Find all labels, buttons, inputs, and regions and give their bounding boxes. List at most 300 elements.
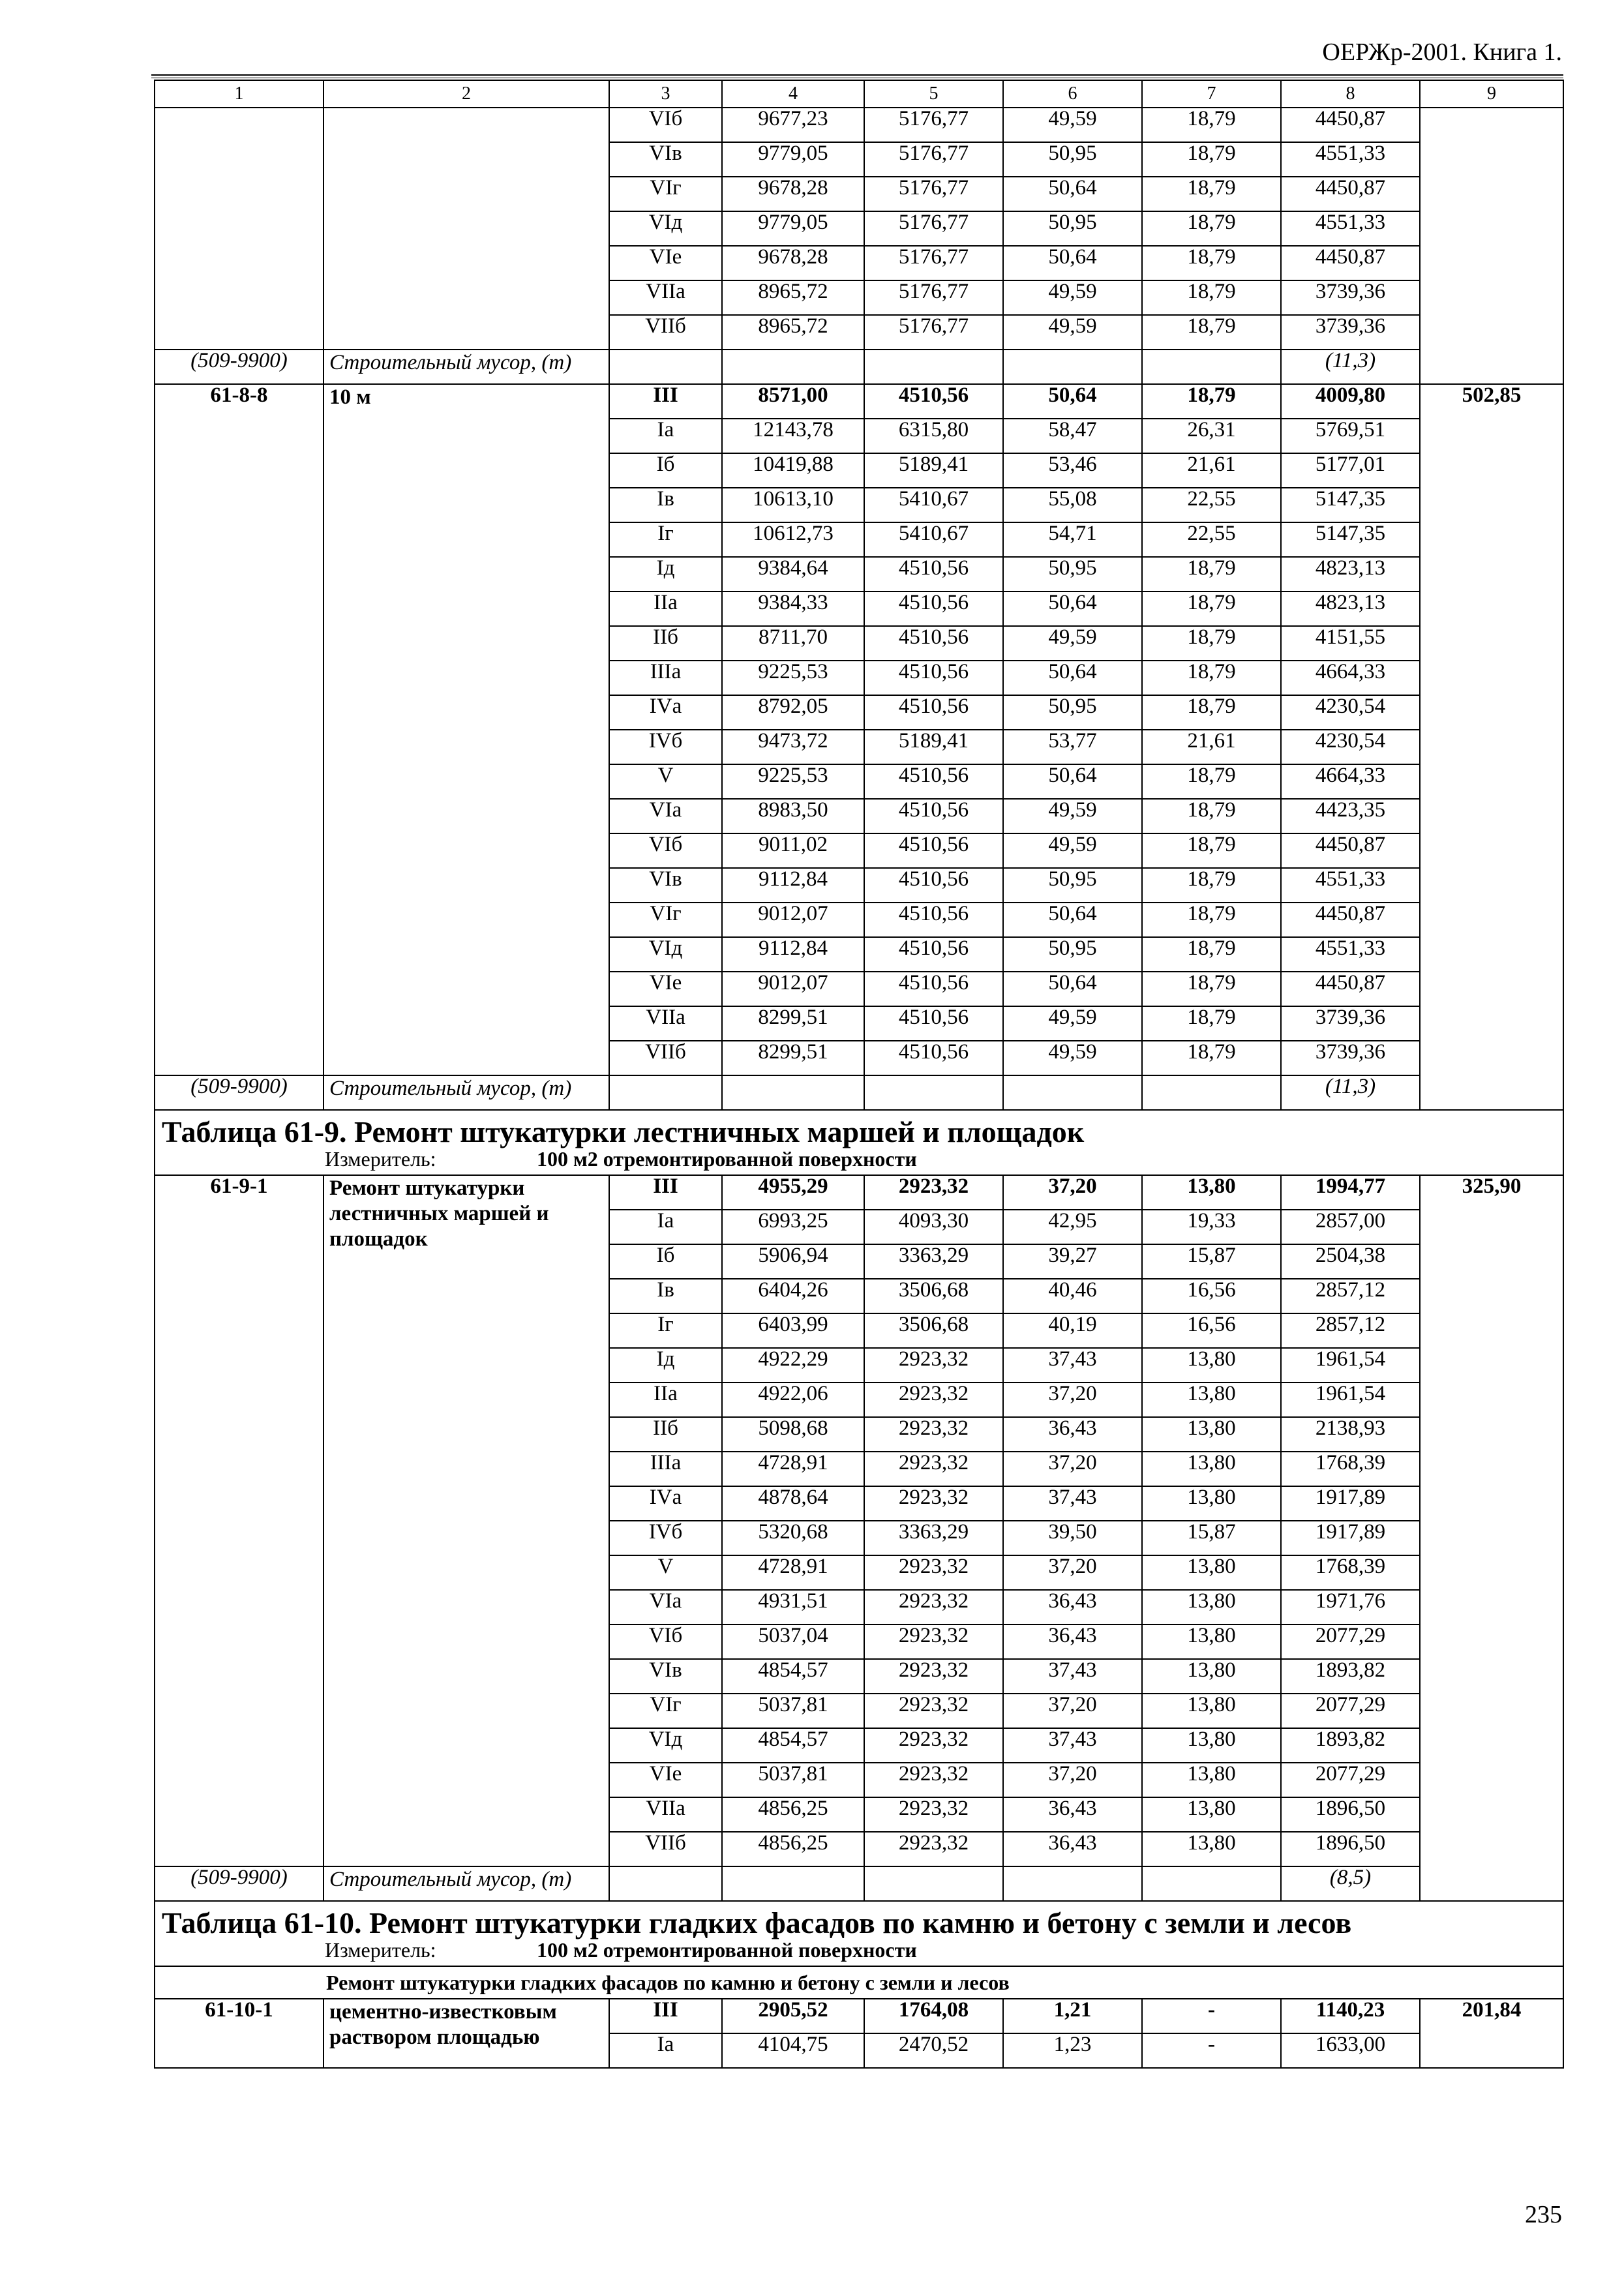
materials-cell: 4450,87 (1281, 972, 1420, 1006)
machines-cell: 1,21 (1003, 1999, 1142, 2033)
materials-cell: 1896,50 (1281, 1832, 1420, 1866)
machines-cell: 37,20 (1003, 1763, 1142, 1797)
zone-cell: IIIа (609, 661, 722, 695)
rate-code: 61-8-8 (155, 384, 323, 1075)
total-cost-cell: 5906,94 (722, 1244, 864, 1279)
zone-cell: V (609, 1555, 722, 1590)
materials-cell: 4551,33 (1281, 211, 1420, 246)
operator-wages-cell: 18,79 (1142, 868, 1281, 903)
wages-cell: 5176,77 (864, 177, 1003, 211)
total-cost-cell: 4856,25 (722, 1832, 864, 1866)
zone-cell: VIа (609, 1590, 722, 1624)
operator-wages-cell: 18,79 (1142, 384, 1281, 419)
zone-cell: V (609, 764, 722, 799)
zone-cell: VIб (609, 1624, 722, 1659)
operator-wages-cell: 15,87 (1142, 1521, 1281, 1555)
operator-wages-cell: 13,80 (1142, 1832, 1281, 1866)
zone-cell: Iв (609, 488, 722, 522)
materials-cell: 3739,36 (1281, 1041, 1420, 1075)
materials-cell: 2077,29 (1281, 1763, 1420, 1797)
zone-cell: VIд (609, 937, 722, 972)
operator-wages-cell: 13,80 (1142, 1797, 1281, 1832)
table-title: Таблица 61-10. Ремонт штукатурки гладких фасадов по камню и бетону с земли и лесов (162, 1906, 1352, 1939)
zone-cell: Iа (609, 419, 722, 453)
zone-cell: IIа (609, 591, 722, 626)
empty-cell (1142, 350, 1281, 384)
total-cost-cell: 6404,26 (722, 1279, 864, 1313)
operator-wages-cell: 22,55 (1142, 488, 1281, 522)
wages-cell: 4510,56 (864, 833, 1003, 868)
wages-cell: 4510,56 (864, 1006, 1003, 1041)
wages-cell: 4510,56 (864, 868, 1003, 903)
zone-cell: Iа (609, 2033, 722, 2068)
total-cost-cell: 4931,51 (722, 1590, 864, 1624)
total-cost-cell: 9012,07 (722, 972, 864, 1006)
total-cost-cell: 9678,28 (722, 246, 864, 280)
operator-wages-cell: 18,79 (1142, 903, 1281, 937)
wages-cell: 5176,77 (864, 108, 1003, 142)
operator-wages-cell: 13,80 (1142, 1659, 1281, 1694)
wages-cell: 4510,56 (864, 591, 1003, 626)
machines-cell: 53,77 (1003, 730, 1142, 764)
col9-cell: 201,84 (1420, 1999, 1563, 2068)
machines-cell: 40,46 (1003, 1279, 1142, 1313)
operator-wages-cell: - (1142, 2033, 1281, 2068)
page-number: 235 (1525, 2201, 1562, 2228)
materials-cell: 4450,87 (1281, 246, 1420, 280)
wages-cell: 3506,68 (864, 1313, 1003, 1348)
column-number: 1 (155, 80, 323, 108)
meter-line (155, 1939, 1563, 1966)
wages-cell: 2923,32 (864, 1383, 1003, 1417)
machines-cell: 50,95 (1003, 142, 1142, 177)
operator-wages-cell: 13,80 (1142, 1590, 1281, 1624)
col9-cell: 502,85 (1420, 384, 1563, 1110)
wages-cell: 2923,32 (864, 1590, 1003, 1624)
machines-cell: 49,59 (1003, 1006, 1142, 1041)
total-cost-cell: 12143,78 (722, 419, 864, 453)
wages-cell: 2923,32 (864, 1486, 1003, 1521)
machines-cell: 54,71 (1003, 522, 1142, 557)
machines-cell: 50,64 (1003, 972, 1142, 1006)
operator-wages-cell: 18,79 (1142, 833, 1281, 868)
wages-cell: 2923,32 (864, 1417, 1003, 1452)
operator-wages-cell: 21,61 (1142, 730, 1281, 764)
table-title-cell (155, 1901, 1563, 1966)
waste-code: (509-9900) (155, 1075, 323, 1110)
meter-value: 100 м2 отремонтированной поверхности (537, 1938, 917, 1962)
wages-cell: 2923,32 (864, 1555, 1003, 1590)
operator-wages-cell: 13,80 (1142, 1694, 1281, 1728)
total-cost-cell: 4854,57 (722, 1728, 864, 1763)
column-number-row (155, 80, 1563, 108)
header-rule (151, 74, 1563, 76)
total-cost-cell: 9112,84 (722, 937, 864, 972)
waste-value: (11,3) (1281, 350, 1420, 384)
machines-cell: 49,59 (1003, 799, 1142, 833)
materials-cell: 1893,82 (1281, 1728, 1420, 1763)
machines-cell: 42,95 (1003, 1210, 1142, 1244)
machines-cell: 36,43 (1003, 1832, 1142, 1866)
machines-cell: 1,23 (1003, 2033, 1142, 2068)
total-cost-cell: 9384,64 (722, 557, 864, 591)
total-cost-cell: 5037,81 (722, 1694, 864, 1728)
zone-cell: VIб (609, 833, 722, 868)
machines-cell: 50,95 (1003, 695, 1142, 730)
machines-cell: 37,20 (1003, 1452, 1142, 1486)
machines-cell: 37,20 (1003, 1694, 1142, 1728)
zone-cell: VIд (609, 211, 722, 246)
waste-description: Строительный мусор, (т) (323, 350, 609, 384)
table-row (155, 1075, 1563, 1110)
materials-cell: 1917,89 (1281, 1486, 1420, 1521)
zone-cell: VIг (609, 903, 722, 937)
total-cost-cell: 9678,28 (722, 177, 864, 211)
operator-wages-cell: 13,80 (1142, 1452, 1281, 1486)
operator-wages-cell: 15,87 (1142, 1244, 1281, 1279)
zone-cell: IIа (609, 1383, 722, 1417)
wages-cell: 4510,56 (864, 661, 1003, 695)
operator-wages-cell: 18,79 (1142, 1041, 1281, 1075)
machines-cell: 49,59 (1003, 626, 1142, 661)
wages-cell: 2923,32 (864, 1832, 1003, 1866)
materials-cell: 1768,39 (1281, 1452, 1420, 1486)
machines-cell: 40,19 (1003, 1313, 1142, 1348)
meter-value: 100 м2 отремонтированной поверхности (537, 1147, 917, 1171)
total-cost-cell: 4854,57 (722, 1659, 864, 1694)
wages-cell: 5176,77 (864, 315, 1003, 350)
empty-cell (609, 1075, 722, 1110)
wages-cell: 4093,30 (864, 1210, 1003, 1244)
machines-cell: 53,46 (1003, 453, 1142, 488)
total-cost-cell: 8299,51 (722, 1006, 864, 1041)
operator-wages-cell: 13,80 (1142, 1555, 1281, 1590)
wages-cell: 2923,32 (864, 1348, 1003, 1383)
table-row (155, 1999, 1563, 2033)
operator-wages-cell: 18,79 (1142, 246, 1281, 280)
materials-cell: 2857,00 (1281, 1210, 1420, 1244)
materials-cell: 1633,00 (1281, 2033, 1420, 2068)
zone-cell: VIIа (609, 280, 722, 315)
total-cost-cell: 9677,23 (722, 108, 864, 142)
machines-cell: 50,64 (1003, 764, 1142, 799)
wages-cell: 5176,77 (864, 246, 1003, 280)
materials-cell: 4450,87 (1281, 108, 1420, 142)
operator-wages-cell: 21,61 (1142, 453, 1281, 488)
operator-wages-cell: 18,79 (1142, 799, 1281, 833)
materials-cell: 4450,87 (1281, 177, 1420, 211)
total-cost-cell: 2905,52 (722, 1999, 864, 2033)
wages-cell: 4510,56 (864, 764, 1003, 799)
machines-cell: 50,64 (1003, 177, 1142, 211)
materials-cell: 2857,12 (1281, 1313, 1420, 1348)
materials-cell: 1994,77 (1281, 1175, 1420, 1210)
machines-cell: 37,43 (1003, 1728, 1142, 1763)
column-number: 9 (1420, 80, 1563, 108)
total-cost-cell: 9384,33 (722, 591, 864, 626)
zone-cell: VIд (609, 1728, 722, 1763)
wages-cell: 4510,56 (864, 626, 1003, 661)
materials-cell: 4551,33 (1281, 142, 1420, 177)
materials-cell: 4151,55 (1281, 626, 1420, 661)
zone-cell: VIв (609, 868, 722, 903)
materials-cell: 5147,35 (1281, 488, 1420, 522)
empty-cell (864, 1075, 1003, 1110)
wages-cell: 5189,41 (864, 453, 1003, 488)
operator-wages-cell: 13,80 (1142, 1417, 1281, 1452)
wages-cell: 6315,80 (864, 419, 1003, 453)
machines-cell: 50,95 (1003, 868, 1142, 903)
machines-cell: 49,59 (1003, 833, 1142, 868)
operator-wages-cell: 18,79 (1142, 142, 1281, 177)
machines-cell: 50,95 (1003, 211, 1142, 246)
empty-cell (1003, 1075, 1142, 1110)
wages-cell: 2923,32 (864, 1728, 1003, 1763)
wages-cell: 3363,29 (864, 1521, 1003, 1555)
zone-cell: VIIа (609, 1797, 722, 1832)
operator-wages-cell: 13,80 (1142, 1486, 1281, 1521)
total-cost-cell: 4955,29 (722, 1175, 864, 1210)
materials-cell: 3739,36 (1281, 315, 1420, 350)
machines-cell: 49,59 (1003, 280, 1142, 315)
empty-cell (609, 350, 722, 384)
total-cost-cell: 6403,99 (722, 1313, 864, 1348)
zone-cell: IVб (609, 1521, 722, 1555)
empty-cell (323, 108, 609, 350)
operator-wages-cell: 18,79 (1142, 764, 1281, 799)
machines-cell: 37,20 (1003, 1175, 1142, 1210)
total-cost-cell: 5037,81 (722, 1763, 864, 1797)
table-subheading: Ремонт штукатурки гладких фасадов по камню и бетону с земли и лесов (155, 1966, 1563, 1999)
materials-cell: 4423,35 (1281, 799, 1420, 833)
materials-cell: 4823,13 (1281, 557, 1420, 591)
wages-cell: 4510,56 (864, 799, 1003, 833)
materials-cell: 4230,54 (1281, 695, 1420, 730)
rate-code: 61-10-1 (155, 1999, 323, 2068)
column-number: 8 (1281, 80, 1420, 108)
machines-cell: 50,64 (1003, 903, 1142, 937)
column-number: 5 (864, 80, 1003, 108)
materials-cell: 2138,93 (1281, 1417, 1420, 1452)
materials-cell: 5769,51 (1281, 419, 1420, 453)
machines-cell: 49,59 (1003, 1041, 1142, 1075)
table-row (155, 350, 1563, 384)
materials-cell: 4450,87 (1281, 903, 1420, 937)
machines-cell: 36,43 (1003, 1590, 1142, 1624)
wages-cell: 3506,68 (864, 1279, 1003, 1313)
materials-cell: 5147,35 (1281, 522, 1420, 557)
column-number: 2 (323, 80, 609, 108)
table-row (155, 1175, 1563, 1210)
total-cost-cell: 8792,05 (722, 695, 864, 730)
operator-wages-cell: 18,79 (1142, 695, 1281, 730)
zone-cell: VIв (609, 142, 722, 177)
wages-cell: 1764,08 (864, 1999, 1003, 2033)
waste-code: (509-9900) (155, 1866, 323, 1901)
operator-wages-cell: 18,79 (1142, 557, 1281, 591)
wages-cell: 4510,56 (864, 695, 1003, 730)
zone-cell: VIIа (609, 1006, 722, 1041)
table-row (155, 108, 1563, 142)
zone-cell: IIб (609, 1417, 722, 1452)
zone-cell: III (609, 384, 722, 419)
empty-cell (864, 1866, 1003, 1901)
total-cost-cell: 8711,70 (722, 626, 864, 661)
column-number: 4 (722, 80, 864, 108)
zone-cell: Iг (609, 522, 722, 557)
machines-cell: 37,43 (1003, 1486, 1142, 1521)
operator-wages-cell: 13,80 (1142, 1348, 1281, 1383)
machines-cell: 50,95 (1003, 557, 1142, 591)
empty-cell (1142, 1866, 1281, 1901)
materials-cell: 1140,23 (1281, 1999, 1420, 2033)
zone-cell: VIг (609, 1694, 722, 1728)
total-cost-cell: 9473,72 (722, 730, 864, 764)
operator-wages-cell: 13,80 (1142, 1728, 1281, 1763)
operator-wages-cell: 18,79 (1142, 315, 1281, 350)
total-cost-cell: 10613,10 (722, 488, 864, 522)
wages-cell: 2923,32 (864, 1797, 1003, 1832)
operator-wages-cell: 16,56 (1142, 1313, 1281, 1348)
zone-cell: Iб (609, 453, 722, 488)
machines-cell: 55,08 (1003, 488, 1142, 522)
materials-cell: 1917,89 (1281, 1521, 1420, 1555)
operator-wages-cell: 18,79 (1142, 661, 1281, 695)
zone-cell: IIIа (609, 1452, 722, 1486)
total-cost-cell: 6993,25 (722, 1210, 864, 1244)
zone-cell: VIе (609, 1763, 722, 1797)
materials-cell: 2077,29 (1281, 1624, 1420, 1659)
operator-wages-cell: 18,79 (1142, 591, 1281, 626)
materials-cell: 2504,38 (1281, 1244, 1420, 1279)
wages-cell: 2923,32 (864, 1452, 1003, 1486)
zone-cell: Iв (609, 1279, 722, 1313)
table-row (155, 384, 1563, 419)
page-header: ОЕРЖр-2001. Книга 1. (1322, 38, 1562, 66)
waste-code: (509-9900) (155, 350, 323, 384)
materials-cell: 1971,76 (1281, 1590, 1420, 1624)
zone-cell: IVа (609, 695, 722, 730)
wages-cell: 4510,56 (864, 1041, 1003, 1075)
zone-cell: Iд (609, 557, 722, 591)
materials-cell: 4009,80 (1281, 384, 1420, 419)
materials-cell: 4823,13 (1281, 591, 1420, 626)
materials-cell: 4551,33 (1281, 868, 1420, 903)
price-table (154, 80, 1564, 2069)
machines-cell: 37,43 (1003, 1659, 1142, 1694)
machines-cell: 36,43 (1003, 1624, 1142, 1659)
table-title: Таблица 61-9. Ремонт штукатурки лестничных маршей и площадок (162, 1115, 1085, 1148)
zone-cell: VIIб (609, 1041, 722, 1075)
operator-wages-cell: 13,80 (1142, 1175, 1281, 1210)
materials-cell: 1896,50 (1281, 1797, 1420, 1832)
rate-description: Ремонт штукатурки лестничных маршей и площадок (323, 1175, 609, 1866)
rate-description: 10 м (323, 384, 609, 1075)
operator-wages-cell: 18,79 (1142, 211, 1281, 246)
zone-cell: VIв (609, 1659, 722, 1694)
zone-cell: Iд (609, 1348, 722, 1383)
materials-cell: 4664,33 (1281, 764, 1420, 799)
total-cost-cell: 9779,05 (722, 211, 864, 246)
machines-cell: 37,20 (1003, 1383, 1142, 1417)
zone-cell: Iб (609, 1244, 722, 1279)
machines-cell: 36,43 (1003, 1417, 1142, 1452)
zone-cell: VIг (609, 177, 722, 211)
operator-wages-cell: 18,79 (1142, 280, 1281, 315)
rate-description: цементно-известковым раствором площадью (323, 1999, 609, 2068)
wages-cell: 4510,56 (864, 972, 1003, 1006)
total-cost-cell: 5037,04 (722, 1624, 864, 1659)
wages-cell: 2470,52 (864, 2033, 1003, 2068)
table-row (155, 1866, 1563, 1901)
wages-cell: 2923,32 (864, 1175, 1003, 1210)
total-cost-cell: 9011,02 (722, 833, 864, 868)
machines-cell: 49,59 (1003, 108, 1142, 142)
total-cost-cell: 4856,25 (722, 1797, 864, 1832)
zone-cell: Iа (609, 1210, 722, 1244)
operator-wages-cell: 22,55 (1142, 522, 1281, 557)
machines-cell: 39,27 (1003, 1244, 1142, 1279)
wages-cell: 5176,77 (864, 142, 1003, 177)
total-cost-cell: 4922,29 (722, 1348, 864, 1383)
operator-wages-cell: 18,79 (1142, 1006, 1281, 1041)
waste-description: Строительный мусор, (т) (323, 1075, 609, 1110)
total-cost-cell: 4104,75 (722, 2033, 864, 2068)
materials-cell: 4551,33 (1281, 937, 1420, 972)
empty-cell (722, 350, 864, 384)
materials-cell: 2077,29 (1281, 1694, 1420, 1728)
total-cost-cell: 4922,06 (722, 1383, 864, 1417)
operator-wages-cell: 18,79 (1142, 626, 1281, 661)
zone-cell: VIIб (609, 315, 722, 350)
operator-wages-cell: 13,80 (1142, 1763, 1281, 1797)
meter-label: Измеритель: (325, 1938, 436, 1962)
meter-label: Измеритель: (325, 1147, 436, 1171)
materials-cell: 2857,12 (1281, 1279, 1420, 1313)
wages-cell: 2923,32 (864, 1694, 1003, 1728)
operator-wages-cell: 18,79 (1142, 177, 1281, 211)
total-cost-cell: 5098,68 (722, 1417, 864, 1452)
column-number: 6 (1003, 80, 1142, 108)
total-cost-cell: 5320,68 (722, 1521, 864, 1555)
table-row (155, 1966, 1563, 1999)
waste-value: (11,3) (1281, 1075, 1420, 1110)
materials-cell: 5177,01 (1281, 453, 1420, 488)
total-cost-cell: 8983,50 (722, 799, 864, 833)
materials-cell: 1961,54 (1281, 1348, 1420, 1383)
meter-line (155, 1148, 1563, 1174)
empty-cell (722, 1866, 864, 1901)
zone-cell: IVб (609, 730, 722, 764)
machines-cell: 50,64 (1003, 246, 1142, 280)
operator-wages-cell: 13,80 (1142, 1624, 1281, 1659)
operator-wages-cell: 26,31 (1142, 419, 1281, 453)
empty-cell (722, 1075, 864, 1110)
wages-cell: 4510,56 (864, 937, 1003, 972)
zone-cell: VIб (609, 108, 722, 142)
total-cost-cell: 4878,64 (722, 1486, 864, 1521)
total-cost-cell: 4728,91 (722, 1452, 864, 1486)
materials-cell: 4450,87 (1281, 833, 1420, 868)
empty-cell (1003, 1866, 1142, 1901)
materials-cell: 4230,54 (1281, 730, 1420, 764)
zone-cell: VIIб (609, 1832, 722, 1866)
table-title-cell (155, 1110, 1563, 1175)
wages-cell: 3363,29 (864, 1244, 1003, 1279)
operator-wages-cell: 16,56 (1142, 1279, 1281, 1313)
machines-cell: 37,20 (1003, 1555, 1142, 1590)
total-cost-cell: 9225,53 (722, 661, 864, 695)
